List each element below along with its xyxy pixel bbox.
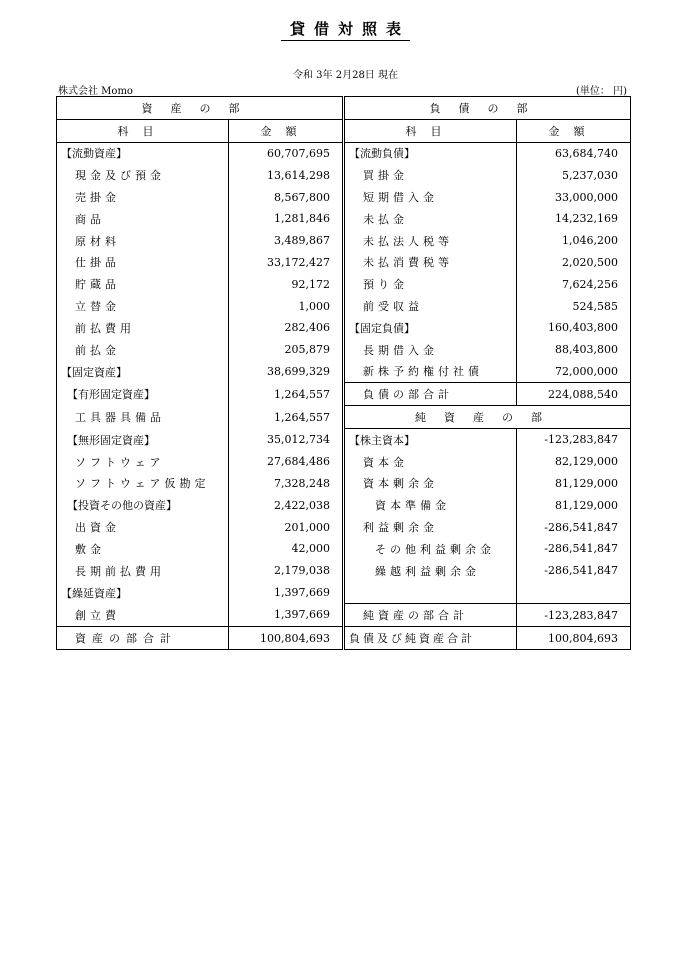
asset-item-label: 【無形固定資産】	[57, 428, 229, 450]
table-row	[57, 361, 631, 383]
liability-item-amount: 72,000,000	[517, 361, 631, 383]
table-row	[57, 208, 631, 230]
liability-item-label: 長期借入金	[345, 339, 517, 361]
asset-item-amount: 27,684,486	[229, 451, 343, 473]
asset-item-label: 貯蔵品	[57, 273, 229, 295]
liabilities-section-header: 負債の部	[345, 97, 631, 120]
liability-item-label: 前受収益	[345, 295, 517, 317]
asset-item-amount: 33,172,427	[229, 252, 343, 274]
liability-item-label: 未払法人税等	[345, 230, 517, 252]
liability-item-amount: 160,403,800	[517, 317, 631, 339]
liability-item-amount: 524,585	[517, 295, 631, 317]
totals-row	[57, 627, 631, 650]
document-title: 貸借対照表	[0, 18, 691, 39]
left-item-header: 科目	[57, 119, 229, 142]
table-row	[57, 273, 631, 295]
right-amount-header: 金額	[517, 119, 631, 142]
company-name: 株式会社 Momo	[58, 86, 133, 97]
liability-item-amount: 88,403,800	[517, 339, 631, 361]
asset-item-amount: 38,699,329	[229, 361, 343, 383]
table-row	[57, 494, 631, 516]
liability-item-label: 未払金	[345, 208, 517, 230]
liability-item-label	[345, 582, 517, 604]
liability-item-amount: -286,541,847	[517, 516, 631, 538]
liability-item-amount: 82,129,000	[517, 451, 631, 473]
asset-item-amount: 8,567,800	[229, 186, 343, 208]
asset-item-label: 【有形固定資産】	[57, 383, 229, 406]
asset-item-amount: 7,328,248	[229, 473, 343, 495]
asset-item-label: 創立費	[57, 604, 229, 627]
equity-section-header: 純資産の部	[345, 406, 631, 429]
liability-item-label: 未払消費税等	[345, 252, 517, 274]
table-row	[57, 406, 631, 429]
table-row	[57, 582, 631, 604]
asset-item-label: 長期前払費用	[57, 560, 229, 582]
liability-item-amount: 1,046,200	[517, 230, 631, 252]
liability-item-label: 資本金	[345, 451, 517, 473]
table-row	[57, 560, 631, 582]
table-row	[57, 473, 631, 495]
liability-item-amount: 2,020,500	[517, 252, 631, 274]
asset-item-label: 工具器具備品	[57, 406, 229, 429]
liability-item-label: 繰越利益剰余金	[345, 560, 517, 582]
liability-item-label: 【流動負債】	[345, 142, 517, 164]
table-row	[57, 186, 631, 208]
asset-item-amount: 2,422,038	[229, 494, 343, 516]
asset-item-amount: 35,012,734	[229, 428, 343, 450]
liability-item-amount: -123,283,847	[517, 428, 631, 450]
asset-item-amount: 282,406	[229, 317, 343, 339]
liability-item-amount: -123,283,847	[517, 604, 631, 627]
table-row	[57, 538, 631, 560]
table-row	[57, 604, 631, 627]
table-row	[57, 339, 631, 361]
asset-item-label: 【繰延資産】	[57, 582, 229, 604]
liab-equity-total-label: 負債及び純資産合計	[345, 627, 517, 650]
asset-item-amount: 2,179,038	[229, 560, 343, 582]
table-row	[57, 428, 631, 450]
assets-total-amount: 100,804,693	[229, 627, 343, 650]
liability-item-amount: -286,541,847	[517, 560, 631, 582]
table-row	[57, 230, 631, 252]
liab-equity-total-amount: 100,804,693	[517, 627, 631, 650]
asset-item-amount: 205,879	[229, 339, 343, 361]
asset-item-label: 仕掛品	[57, 252, 229, 274]
liability-item-amount: 81,129,000	[517, 494, 631, 516]
liability-item-amount: 7,624,256	[517, 273, 631, 295]
asset-item-label: 商品	[57, 208, 229, 230]
asset-item-label: ソフトウェア	[57, 451, 229, 473]
liability-item-label: 純資産の部合計	[345, 604, 517, 627]
liability-item-amount: 33,000,000	[517, 186, 631, 208]
unit-label: (単位： 円)	[576, 86, 627, 97]
asset-item-amount: 201,000	[229, 516, 343, 538]
right-item-header: 科目	[345, 119, 517, 142]
asset-item-amount: 60,707,695	[229, 142, 343, 164]
liability-item-label: 新株予約権付社債	[345, 361, 517, 383]
liability-item-amount: -286,541,847	[517, 538, 631, 560]
table-row	[57, 451, 631, 473]
liability-item-label: 資本準備金	[345, 494, 517, 516]
asset-item-amount: 1,281,846	[229, 208, 343, 230]
liability-item-label: 利益剰余金	[345, 516, 517, 538]
asset-item-label: 現金及び預金	[57, 164, 229, 186]
liability-item-amount	[517, 582, 631, 604]
liability-item-label: 短期借入金	[345, 186, 517, 208]
asset-item-amount: 92,172	[229, 273, 343, 295]
liability-item-label: 資本剰余金	[345, 473, 517, 495]
liability-item-label: 負債の部合計	[345, 383, 517, 406]
asset-item-label: 【固定資産】	[57, 361, 229, 383]
asset-item-amount: 1,264,557	[229, 383, 343, 406]
liability-item-amount: 81,129,000	[517, 473, 631, 495]
table-row	[57, 317, 631, 339]
liability-item-label: 買掛金	[345, 164, 517, 186]
table-row	[57, 383, 631, 406]
asset-item-label: 原材料	[57, 230, 229, 252]
asset-item-amount: 1,000	[229, 295, 343, 317]
asset-item-amount: 1,397,669	[229, 582, 343, 604]
asset-item-amount: 1,397,669	[229, 604, 343, 627]
asset-item-label: ソフトウェア仮勘定	[57, 473, 229, 495]
assets-section-header: 資産の部	[57, 97, 343, 120]
table-row	[57, 164, 631, 186]
assets-total-label: 資産の部合計	[57, 627, 229, 650]
asset-item-label: 前払費用	[57, 317, 229, 339]
liability-item-label: その他利益剰余金	[345, 538, 517, 560]
asset-item-amount: 1,264,557	[229, 406, 343, 429]
asset-item-amount: 13,614,298	[229, 164, 343, 186]
asset-item-label: 【流動資産】	[57, 142, 229, 164]
asset-item-amount: 42,000	[229, 538, 343, 560]
balance-sheet-table	[56, 96, 631, 650]
table-row	[57, 295, 631, 317]
liability-item-amount: 224,088,540	[517, 383, 631, 406]
table-row	[57, 252, 631, 274]
liability-item-label: 【固定負債】	[345, 317, 517, 339]
asset-item-label: 【投資その他の資産】	[57, 494, 229, 516]
liability-item-amount: 63,684,740	[517, 142, 631, 164]
table-row	[57, 142, 631, 164]
left-amount-header: 金額	[229, 119, 343, 142]
report-date: 令和 3年 2月28日 現在	[293, 70, 398, 81]
asset-item-label: 前払金	[57, 339, 229, 361]
liability-item-label: 預り金	[345, 273, 517, 295]
asset-item-label: 敷金	[57, 538, 229, 560]
asset-item-label: 立替金	[57, 295, 229, 317]
liability-item-amount: 5,237,030	[517, 164, 631, 186]
asset-item-amount: 3,489,867	[229, 230, 343, 252]
asset-item-label: 売掛金	[57, 186, 229, 208]
liability-item-label: 【株主資本】	[345, 428, 517, 450]
table-row	[57, 516, 631, 538]
asset-item-label: 出資金	[57, 516, 229, 538]
liability-item-amount: 14,232,169	[517, 208, 631, 230]
